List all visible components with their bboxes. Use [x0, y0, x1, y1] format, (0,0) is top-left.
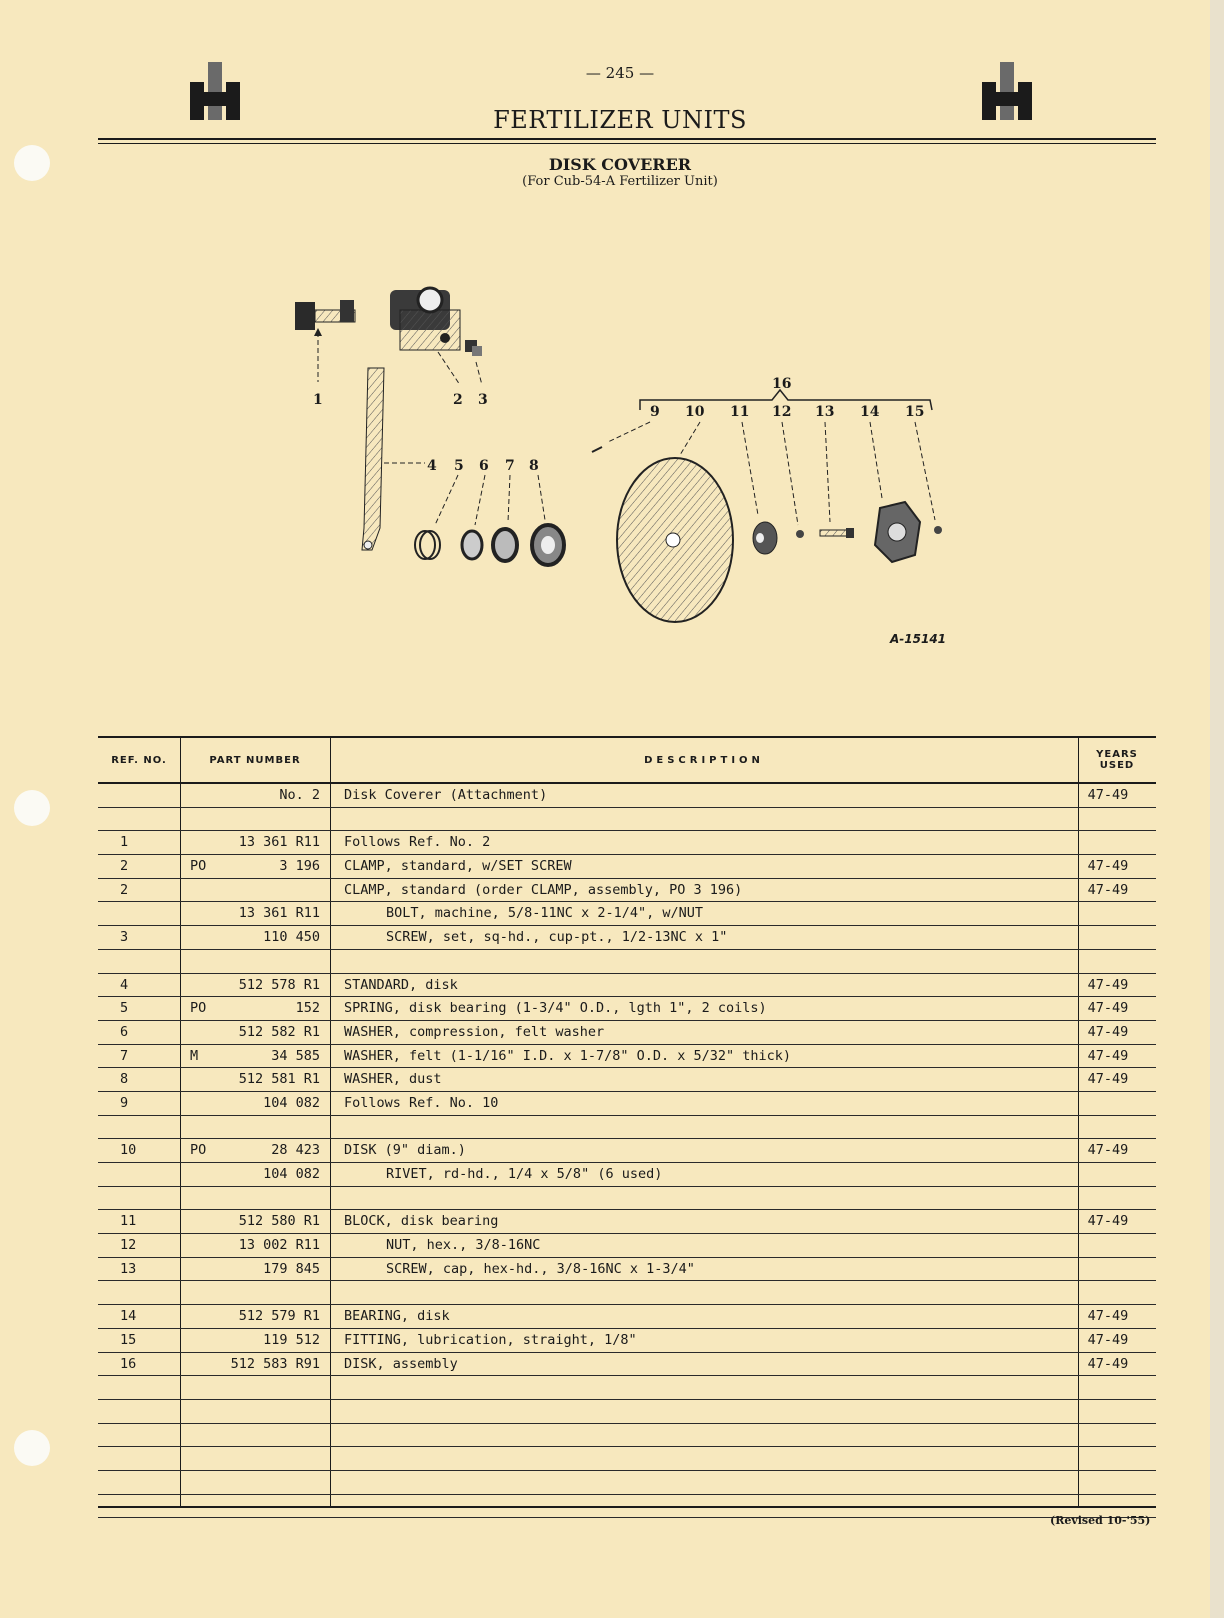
ref-cell: 13 — [120, 1260, 137, 1277]
table-header — [98, 736, 1156, 784]
ih-logo-right-icon — [982, 62, 1032, 120]
ref-cell: 10 — [120, 1142, 137, 1159]
description-cell: SPRING, disk bearing (1-3/4" O.D., lgth 1", 2 coils) — [344, 1000, 767, 1017]
table-row — [98, 1045, 1156, 1069]
part-number-cell: No. 2 — [279, 787, 320, 803]
ref-cell: 9 — [120, 1094, 129, 1111]
ih-logo-left-icon — [190, 62, 240, 120]
description-cell: CLAMP, standard, w/SET SCREW — [344, 858, 572, 875]
page-number: — 245 — — [585, 64, 655, 82]
description-cell: DISK, assembly — [344, 1355, 458, 1372]
part-number-cell: 13 361 R11 — [238, 834, 320, 851]
callout-1: 1 — [313, 392, 323, 408]
table-row — [98, 1092, 1156, 1116]
ref-cell: 14 — [120, 1308, 137, 1325]
punch-hole — [14, 145, 50, 181]
ref-cell: 5 — [120, 1000, 129, 1017]
ref-cell: 3 — [120, 929, 129, 946]
years-used-cell: 47-49 — [1087, 1308, 1129, 1325]
table-bottom-rule — [98, 1506, 1156, 1508]
felt-washer-part-icon — [493, 529, 517, 561]
table-row — [98, 997, 1156, 1021]
callout-2: 2 — [453, 392, 463, 408]
callout-15: 15 — [905, 404, 925, 420]
table-row — [98, 974, 1156, 998]
years-used-cell: 47-49 — [1087, 881, 1129, 898]
years-used-cell: 47-49 — [1087, 1331, 1129, 1348]
ref-cell: 6 — [120, 1023, 129, 1040]
header-description: DESCRIPTION — [644, 754, 764, 766]
description-cell: SCREW, cap, hex-hd., 3/8-16NC x 1-3/4" — [386, 1260, 695, 1277]
ref-cell: 1 — [120, 834, 129, 851]
table-row — [98, 1210, 1156, 1234]
disk-part-icon — [617, 458, 733, 622]
description-cell: CLAMP, standard (order CLAMP, assembly, PO 3 196) — [344, 881, 743, 898]
callout-16: 16 — [772, 376, 792, 392]
description-cell: BLOCK, disk bearing — [344, 1213, 499, 1230]
callout-8: 8 — [529, 458, 539, 474]
table-row — [98, 1139, 1156, 1163]
part-number-cell: 179 845 — [263, 1260, 320, 1277]
years-used-cell: 47-49 — [1087, 1023, 1129, 1040]
table-row — [98, 1353, 1156, 1377]
description-cell: Follows Ref. No. 10 — [344, 1094, 499, 1111]
figure-id: A-15141 — [890, 632, 947, 646]
part-number-cell: 13 361 R11 — [238, 905, 320, 922]
description-cell: NUT, hex., 3/8-16NC — [386, 1237, 541, 1254]
table-row — [98, 1424, 1156, 1448]
table-row — [98, 879, 1156, 903]
description-cell: WASHER, dust — [344, 1071, 442, 1088]
callout-11: 11 — [730, 404, 750, 420]
description-cell: WASHER, compression, felt washer — [344, 1023, 605, 1040]
callout-12: 12 — [772, 404, 792, 420]
part-number-cell: 512 583 R91 — [230, 1355, 320, 1372]
header-part-number: PART NUMBER — [209, 754, 301, 766]
callout-4: 4 — [427, 458, 437, 474]
ref-cell: 8 — [120, 1071, 129, 1088]
description-cell: STANDARD, disk — [344, 976, 458, 993]
years-used-cell: 47-49 — [1087, 1000, 1129, 1017]
part-number-cell: 104 082 — [263, 1094, 320, 1111]
table-body — [98, 784, 1156, 1518]
ref-cell: 2 — [120, 881, 129, 898]
header-rule — [98, 138, 1156, 140]
years-used-cell: 47-49 — [1087, 1047, 1129, 1064]
part-number-cell: 3 196 — [279, 858, 320, 875]
ref-cell: 16 — [120, 1355, 137, 1372]
description-cell: Follows Ref. No. 2 — [344, 834, 491, 851]
description-cell: DISK (9" diam.) — [344, 1142, 466, 1159]
table-row — [98, 1187, 1156, 1211]
bolt-part-icon — [295, 300, 355, 382]
table-row — [98, 902, 1156, 926]
years-used-cell: 47-49 — [1087, 1142, 1129, 1159]
callout-14: 14 — [860, 404, 880, 420]
page-title: FERTILIZER UNITS — [493, 106, 747, 134]
ref-cell: 7 — [120, 1047, 129, 1064]
table-row — [98, 1447, 1156, 1471]
callout-9: 9 — [650, 404, 660, 420]
ref-cell: 15 — [120, 1331, 137, 1348]
part-prefix-cell: PO — [190, 1142, 207, 1159]
table-row — [98, 1400, 1156, 1424]
header-ref-no: REF. NO. — [111, 754, 167, 766]
part-number-cell: 152 — [295, 1000, 320, 1017]
part-number-cell: 13 002 R11 — [238, 1237, 320, 1254]
table-row — [98, 1116, 1156, 1140]
bearing-block-part-icon — [753, 522, 777, 554]
part-number-cell: 512 582 R1 — [238, 1023, 320, 1040]
page-edge — [1210, 0, 1224, 1618]
ref-cell: 2 — [120, 858, 129, 875]
years-used-cell: 47-49 — [1087, 976, 1129, 993]
table-row — [98, 1258, 1156, 1282]
description-cell: BOLT, machine, 5/8-11NC x 2-1/4", w/NUT — [386, 905, 703, 922]
table-row — [98, 926, 1156, 950]
header-rule-thin — [98, 143, 1156, 144]
part-number-cell: 119 512 — [263, 1331, 320, 1348]
table-row — [98, 1021, 1156, 1045]
exploded-parts-diagram — [280, 270, 1000, 650]
part-prefix-cell: M — [190, 1047, 199, 1064]
table-row — [98, 1376, 1156, 1400]
spring-part-icon — [415, 531, 440, 559]
part-number-cell: 512 579 R1 — [238, 1308, 320, 1325]
table-row — [98, 1234, 1156, 1258]
ref-cell: 12 — [120, 1237, 137, 1254]
callout-7: 7 — [505, 458, 515, 474]
cap-screw-part-icon — [820, 528, 854, 538]
table-row — [98, 808, 1156, 832]
standard-part-icon — [362, 368, 425, 550]
callout-10: 10 — [685, 404, 705, 420]
lubrication-fitting-part-icon — [934, 526, 942, 534]
punch-hole — [14, 1430, 50, 1466]
callout-5: 5 — [454, 458, 464, 474]
part-number-cell: 104 082 — [263, 1166, 320, 1182]
years-used-cell: 47-49 — [1087, 787, 1129, 803]
hex-nut-part-icon — [796, 530, 804, 538]
table-row — [98, 1163, 1156, 1187]
ref-cell: 4 — [120, 976, 129, 993]
table-row — [98, 1068, 1156, 1092]
part-number-cell: 34 585 — [271, 1047, 320, 1064]
section-title: DISK COVERER — [548, 155, 692, 174]
table-row — [98, 1329, 1156, 1353]
years-used-cell: 47-49 — [1087, 1213, 1129, 1230]
part-number-cell: 28 423 — [271, 1142, 320, 1159]
callout-13: 13 — [815, 404, 835, 420]
section-subtitle: (For Cub-54-A Fertilizer Unit) — [522, 174, 718, 189]
part-number-cell: 512 578 R1 — [238, 976, 320, 993]
years-used-cell: 47-49 — [1087, 858, 1129, 875]
table-row — [98, 1305, 1156, 1329]
description-cell: Disk Coverer (Attachment) — [344, 787, 548, 803]
part-prefix-cell: PO — [190, 858, 207, 875]
header-years-used: YEARS USED — [1096, 749, 1138, 771]
callout-3: 3 — [478, 392, 488, 408]
bearing-part-icon — [875, 502, 920, 562]
clamp-part-icon — [390, 288, 460, 385]
part-number-cell: 512 580 R1 — [238, 1213, 320, 1230]
description-cell: SCREW, set, sq-hd., cup-pt., 1/2-13NC x 1" — [386, 929, 728, 946]
callout-6: 6 — [479, 458, 489, 474]
description-cell: RIVET, rd-hd., 1/4 x 5/8" (6 used) — [386, 1166, 663, 1182]
years-used-cell: 47-49 — [1087, 1355, 1129, 1372]
compression-washer-part-icon — [462, 531, 482, 559]
rivet-part-icon — [592, 422, 700, 455]
punch-hole — [14, 790, 50, 826]
years-used-cell: 47-49 — [1087, 1071, 1129, 1088]
dust-washer-part-icon — [532, 525, 564, 565]
description-cell: BEARING, disk — [344, 1308, 450, 1325]
set-screw-part-icon — [465, 340, 482, 385]
parts-table — [98, 736, 1156, 1518]
ref-cell: 11 — [120, 1213, 137, 1230]
description-cell: FITTING, lubrication, straight, 1/8" — [344, 1331, 637, 1348]
table-row — [98, 1471, 1156, 1495]
table-row — [98, 1281, 1156, 1305]
description-cell: WASHER, felt (1-1/16" I.D. x 1-7/8" O.D. x 5/32" thick) — [344, 1047, 792, 1064]
revised-note: (Revised 10-'55) — [1050, 1514, 1151, 1527]
part-prefix-cell: PO — [190, 1000, 207, 1017]
table-row — [98, 855, 1156, 879]
table-row — [98, 950, 1156, 974]
table-row — [98, 831, 1156, 855]
table-row — [98, 784, 1156, 808]
part-number-cell: 512 581 R1 — [238, 1071, 320, 1088]
part-number-cell: 110 450 — [263, 929, 320, 946]
